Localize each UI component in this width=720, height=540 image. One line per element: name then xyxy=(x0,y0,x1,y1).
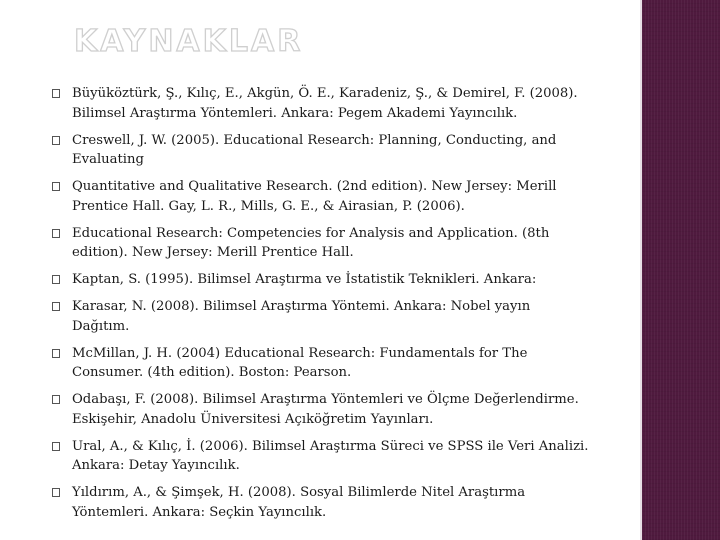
slide-title: KAYNAKLAR xyxy=(74,24,304,59)
reference-line: Ankara: Detay Yayıncılık. xyxy=(72,458,240,473)
reference-line: Prentice Hall. Gay, L. R., Mills, G. E., & Airasian, P. (2006). xyxy=(72,198,465,214)
reference-line: Dağıtım. xyxy=(72,318,130,334)
reference-item xyxy=(52,224,612,263)
reference-line: Quantitative and Qualitative Research. (2nd edition). New Jersey: Merill xyxy=(72,179,557,194)
reference-line: McMillan, J. H. (2004) Educational Research: Fundamentals for The xyxy=(72,345,528,361)
reference-item xyxy=(52,344,612,383)
square-bullet-icon xyxy=(52,89,60,98)
square-bullet-icon xyxy=(52,488,60,497)
reference-item xyxy=(52,131,612,170)
square-bullet-icon xyxy=(52,229,60,238)
reference-line: Educational Research: Competencies for Analysis and Application. (8th xyxy=(72,225,550,241)
reference-item xyxy=(52,390,612,429)
reference-line: Yöntemleri. Ankara: Seçkin Yayıncılık. xyxy=(72,504,327,520)
square-bullet-icon xyxy=(52,182,60,191)
reference-item xyxy=(52,84,612,123)
square-bullet-icon xyxy=(52,302,60,311)
reference-line: Ural, A., & Kılıç, İ. (2006). Bilimsel Araştırma Süreci ve SPSS ile Veri Analizi. xyxy=(72,438,589,454)
reference-line: Bilimsel Araştırma Yöntemleri. Ankara: Pegem Akademi Yayıncılık. xyxy=(72,105,518,121)
square-bullet-icon xyxy=(52,275,60,284)
reference-list xyxy=(52,84,612,530)
reference-item xyxy=(52,177,612,216)
reference-line: edition). New Jersey: Merill Prentice Hall. xyxy=(72,245,354,260)
reference-item xyxy=(52,437,612,476)
reference-line: Evaluating xyxy=(72,152,144,167)
reference-line: Karasar, N. (2008). Bilimsel Araştırma Yöntemi. Ankara: Nobel yayın xyxy=(72,299,531,314)
reference-line: Kaptan, S. (1995). Bilimsel Araştırma ve İstatistik Teknikleri. Ankara: xyxy=(72,272,537,287)
reference-line: Yıldırım, A., & Şimşek, H. (2008). Sosyal Bilimlerde Nitel Araştırma xyxy=(72,485,526,500)
square-bullet-icon xyxy=(52,136,60,145)
square-bullet-icon xyxy=(52,442,60,451)
reference-line: Odabaşı, F. (2008). Bilimsel Araştırma Yöntemleri ve Ölçme Değerlendirme. xyxy=(72,392,579,407)
square-bullet-icon xyxy=(52,395,60,404)
reference-line: Büyüköztürk, Ş., Kılıç, E., Akgün, Ö. E., Karadeniz, Ş., & Demirel, F. (2008). xyxy=(72,86,578,101)
square-bullet-icon xyxy=(52,349,60,358)
reference-line: Consumer. (4th edition). Boston: Pearson. xyxy=(72,365,352,380)
reference-line: Eskişehir, Anadolu Üniversitesi Açıköğretim Yayınları. xyxy=(72,411,434,427)
reference-line: Creswell, J. W. (2005). Educational Research: Planning, Conducting, and xyxy=(72,132,557,148)
reference-item xyxy=(52,483,612,522)
decorative-side-panel xyxy=(642,0,720,540)
reference-item xyxy=(52,270,612,290)
reference-item xyxy=(52,297,612,336)
